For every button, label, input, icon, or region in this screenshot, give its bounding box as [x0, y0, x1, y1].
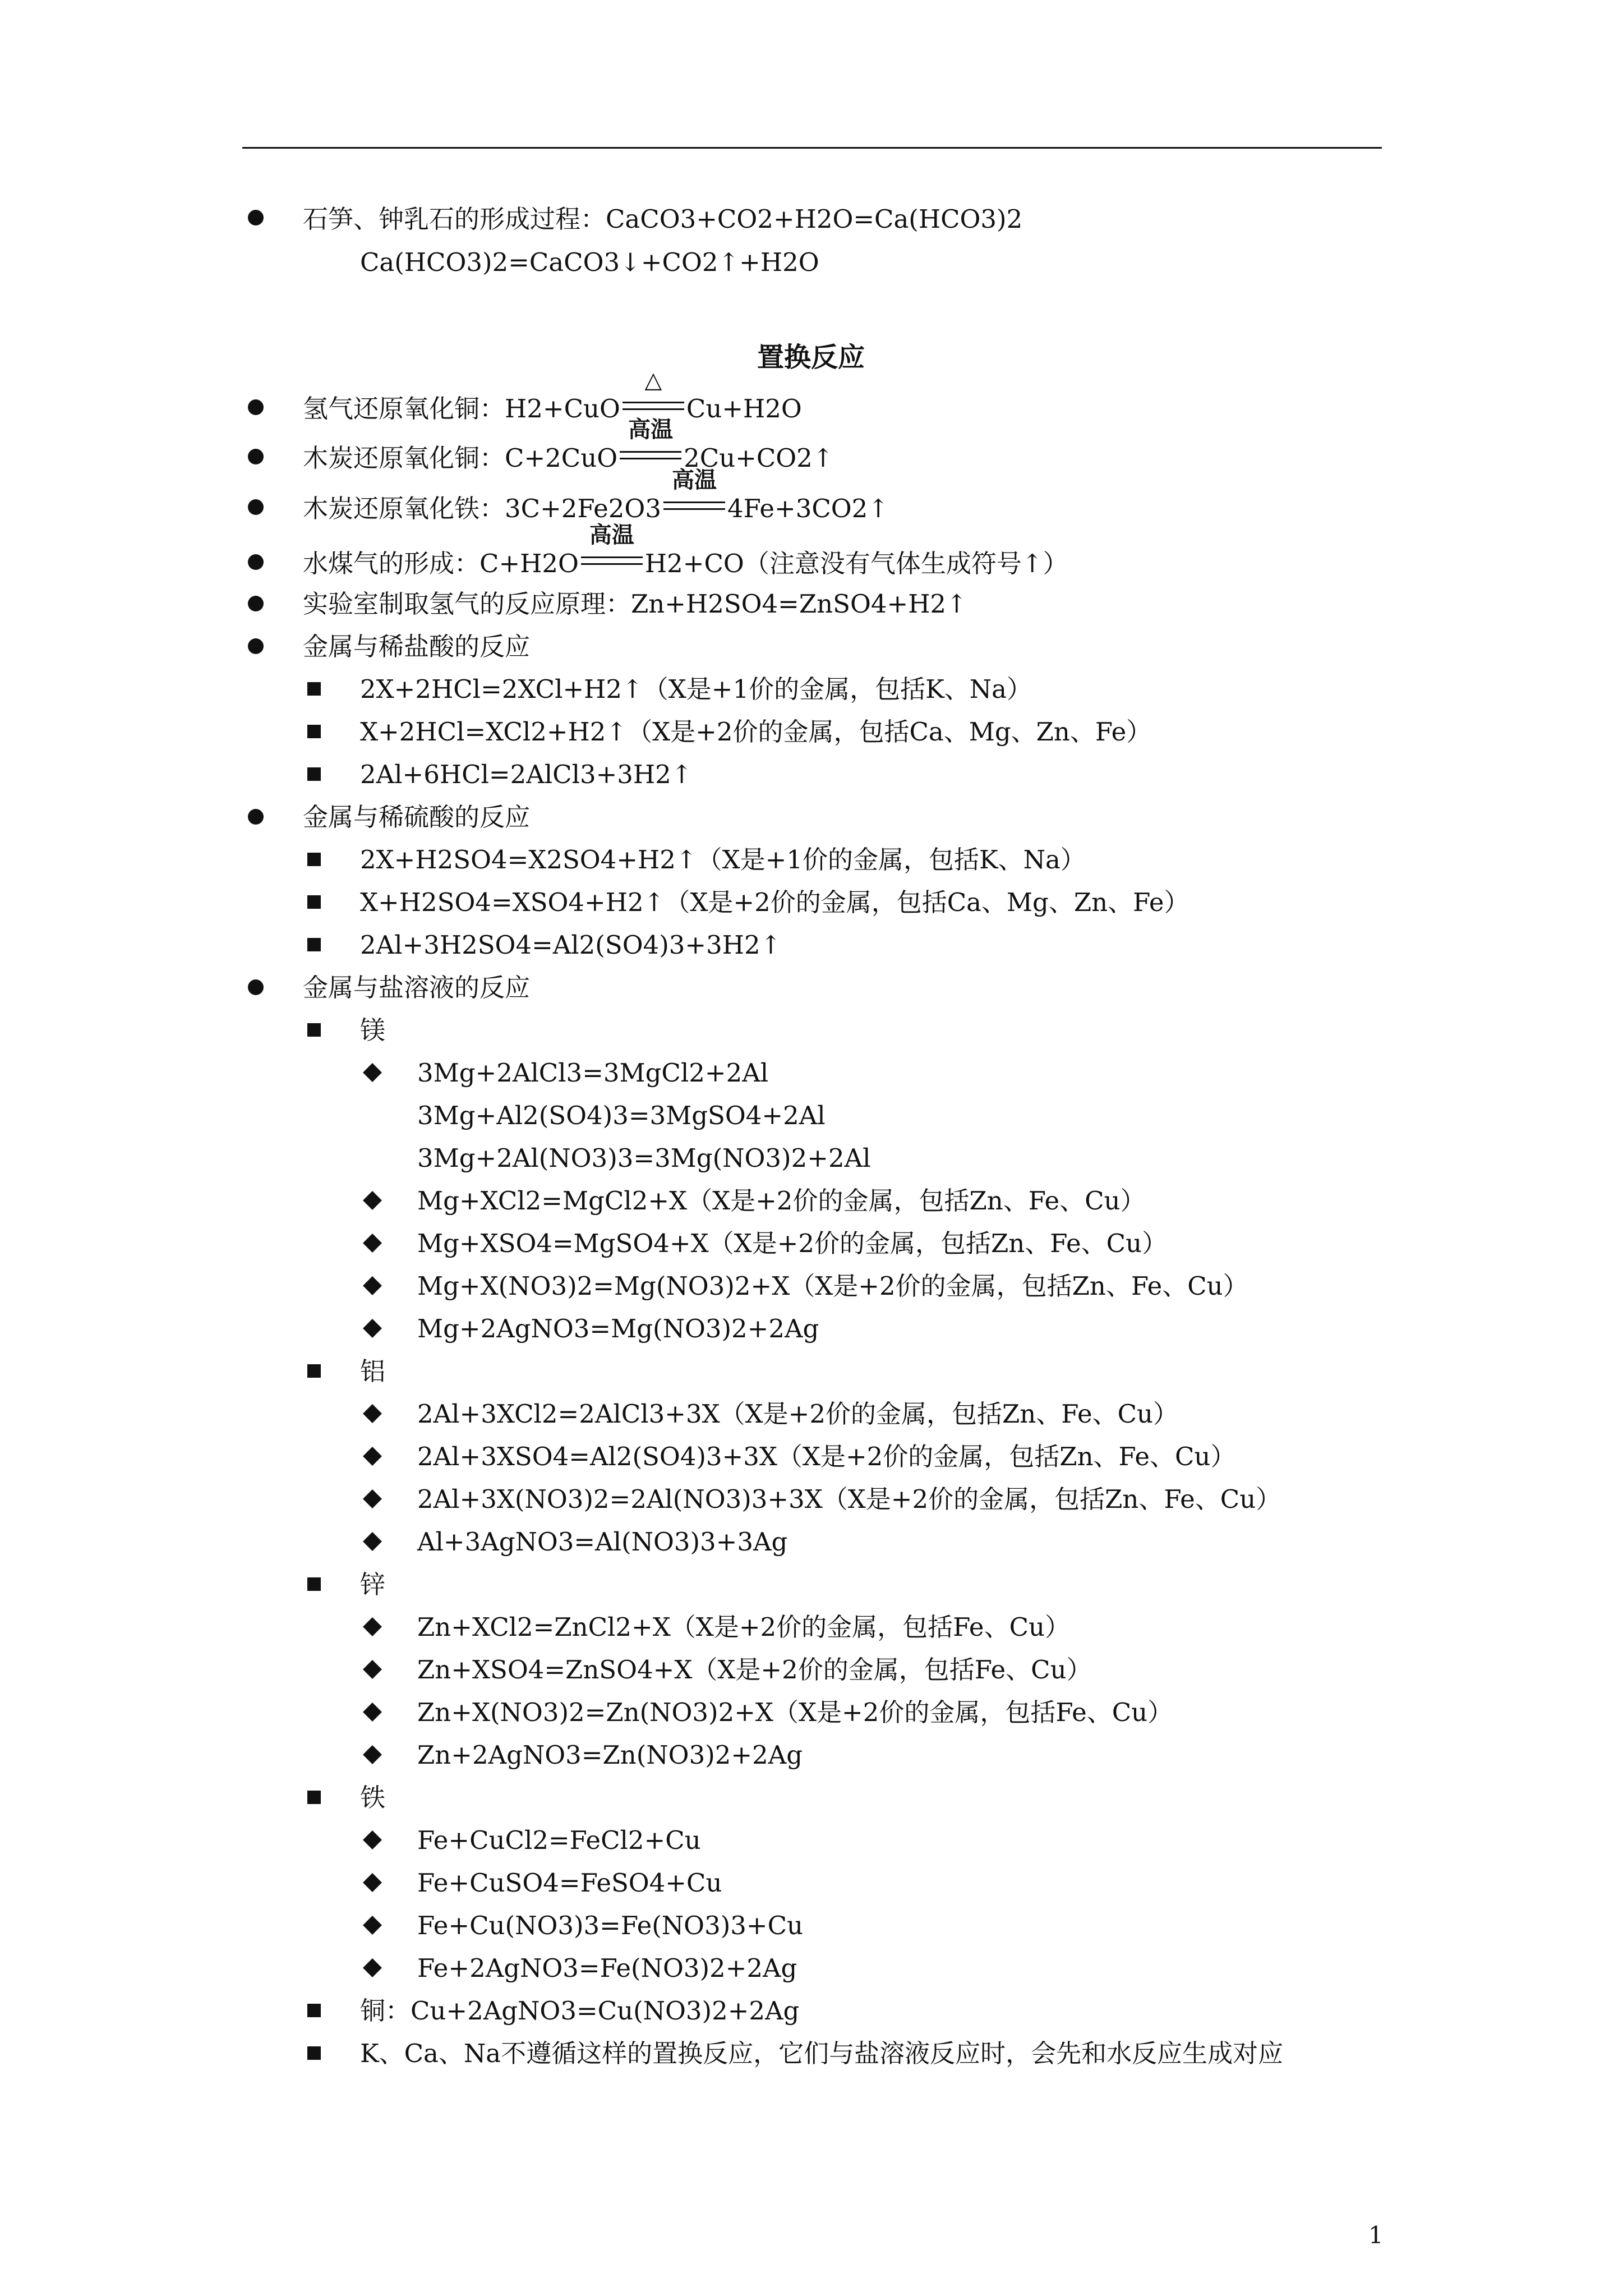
mg-item: Mg+X(NO3)2=Mg(NO3)2+X（X是+2价的金属，包括Zn、Fe、Cu） [417, 1271, 1248, 1301]
reaction-right: 4Fe+3CO2↑ [727, 494, 889, 523]
hcl-item: 2X+2HCl=2XCl+H2↑（X是+1价的金属，包括K、Na） [360, 674, 1032, 704]
hcl-heading: 金属与稀盐酸的反应 [303, 632, 531, 661]
zn-item: Zn+XSO4=ZnSO4+X（X是+2价的金属，包括Fe、Cu） [417, 1655, 1092, 1685]
bullet-diamond [363, 1063, 382, 1082]
reaction-right: H2+CO（注意没有气体生成符号↑） [644, 549, 1068, 578]
hcl-item: 2Al+6HCl=2AlCl3+3H2↑ [360, 760, 693, 789]
reaction-left: 3C+2Fe2O3 [505, 494, 661, 523]
bullet-circle [248, 979, 264, 995]
bullet-diamond [363, 1703, 382, 1722]
cave-formation-line2: Ca(HCO3)2=CaCO3↓+CO2↑+H2O [360, 247, 819, 277]
bullet-diamond [363, 1404, 382, 1423]
reaction-condition [623, 367, 684, 420]
bullet-circle [248, 210, 264, 226]
bullet-square [307, 725, 321, 738]
hcl-item: X+2HCl=XCl2+H2↑（X是+2价的金属，包括Ca、Mg、Zn、Fe） [360, 717, 1152, 747]
zn-item: Zn+X(NO3)2=Zn(NO3)2+X（X是+2价的金属，包括Fe、Cu） [417, 1697, 1173, 1727]
bullet-circle [248, 399, 264, 415]
reaction-left: H2+CuO [505, 394, 620, 424]
mg-item: Mg+XSO4=MgSO4+X（X是+2价的金属，包括Zn、Fe、Cu） [417, 1228, 1168, 1258]
bullet-diamond [363, 1319, 382, 1338]
bullet-diamond [363, 1873, 382, 1892]
reaction-condition [620, 417, 681, 469]
bullet-square [307, 853, 321, 866]
bullet-diamond [363, 1276, 382, 1295]
bullet-square [307, 2046, 321, 2060]
section-title: 置换反应 [757, 342, 865, 373]
c-reduce-cuo [303, 417, 834, 473]
bullet-circle [248, 596, 264, 611]
bullet-diamond [363, 1660, 382, 1679]
reaction-label: 木炭还原氧化铜： [303, 443, 505, 473]
bullet-square [307, 938, 321, 951]
mg-group-item: 3Mg+2AlCl3=3MgCl2+2Al [417, 1058, 769, 1088]
bullet-diamond [363, 1489, 382, 1508]
salt-heading: 金属与盐溶液的反应 [303, 973, 531, 1002]
reaction-left: C+2CuO [505, 443, 618, 473]
bullet-circle [248, 809, 264, 825]
reaction-label: 水煤气的形成： [303, 549, 480, 578]
al-item: 2Al+3XCl2=2AlCl3+3X（X是+2价的金属，包括Zn、Fe、Cu） [417, 1399, 1179, 1429]
mg-group-item: 3Mg+Al2(SO4)3=3MgSO4+2Al [417, 1101, 826, 1130]
bullet-diamond [363, 1234, 382, 1253]
bullet-square [307, 2004, 321, 2017]
kcana-note: K、Ca、Na不遵循这样的置换反应，它们与盐溶液反应时，会先和水反应生成对应 [360, 2039, 1284, 2068]
al-label: 铝 [360, 1356, 386, 1386]
al-item: Al+3AgNO3=Al(NO3)3+3Ag [417, 1527, 788, 1557]
h2so4-item: 2Al+3H2SO4=Al2(SO4)3+3H2↑ [360, 930, 782, 960]
bullet-circle [248, 554, 264, 570]
fe-item: Fe+CuSO4=FeSO4+Cu [417, 1868, 722, 1898]
zn-item: Zn+XCl2=ZnCl2+X（X是+2价的金属，包括Fe、Cu） [417, 1612, 1070, 1642]
zn-label: 锌 [360, 1570, 386, 1599]
condition-text: 高温 [628, 417, 674, 443]
h2-reduce-cuo [303, 367, 802, 424]
bullet-diamond [363, 1745, 382, 1764]
reaction-right: Cu+H2O [686, 394, 802, 424]
reaction-left: C+H2O [479, 549, 579, 578]
bullet-square [307, 1023, 321, 1037]
condition-text: △ [644, 367, 662, 393]
c-reduce-fe2o3 [303, 467, 889, 523]
lab-h2: 实验室制取氢气的反应原理：Zn+H2SO4=ZnSO4+H2↑ [303, 589, 967, 619]
reaction-condition [581, 522, 643, 574]
bullet-square [307, 1364, 321, 1378]
bullet-square [307, 767, 321, 781]
cu-item: 铜：Cu+2AgNO3=Cu(NO3)2+2Ag [360, 1996, 800, 2026]
bullet-circle [248, 638, 264, 654]
water-gas [303, 522, 1068, 578]
mg-item: Mg+XCl2=MgCl2+X（X是+2价的金属，包括Zn、Fe、Cu） [417, 1186, 1146, 1216]
reaction-label: 氢气还原氧化铜： [303, 394, 505, 424]
al-item: 2Al+3X(NO3)2=2Al(NO3)3+3X（X是+2价的金属，包括Zn、Fe、Cu） [417, 1484, 1281, 1514]
reaction-condition [663, 467, 725, 519]
bullet-square [307, 895, 321, 909]
header-rule [242, 147, 1382, 149]
condition-text: 高温 [589, 522, 634, 548]
condition-text: 高温 [671, 467, 717, 493]
reaction-label: 木炭还原氧化铁： [303, 494, 505, 523]
bullet-diamond [363, 1617, 382, 1636]
h2so4-item: 2X+H2SO4=X2SO4+H2↑（X是+1价的金属，包括K、Na） [360, 845, 1086, 875]
mg-item: Mg+2AgNO3=Mg(NO3)2+2Ag [417, 1314, 819, 1343]
fe-item: Fe+Cu(NO3)3=Fe(NO3)3+Cu [417, 1911, 804, 1940]
h2so4-heading: 金属与稀硫酸的反应 [303, 802, 531, 832]
page-number: 1 [1368, 2221, 1384, 2249]
bullet-square [307, 682, 321, 696]
al-item: 2Al+3XSO4=Al2(SO4)3+3X（X是+2价的金属，包括Zn、Fe、Cu） [417, 1442, 1236, 1471]
mg-group-item: 3Mg+2Al(NO3)3=3Mg(NO3)2+2Al [417, 1143, 871, 1173]
zn-item: Zn+2AgNO3=Zn(NO3)2+2Ag [417, 1740, 803, 1770]
fe-item: Fe+CuCl2=FeCl2+Cu [417, 1825, 701, 1855]
bullet-square [307, 1791, 321, 1804]
h2so4-item: X+H2SO4=XSO4+H2↑（X是+2价的金属，包括Ca、Mg、Zn、Fe） [360, 887, 1189, 917]
cave-formation-line1: 石笋、钟乳石的形成过程：CaCO3+CO2+H2O=Ca(HCO3)2 [303, 204, 1023, 234]
bullet-square [307, 1577, 321, 1591]
bullet-diamond [363, 1830, 382, 1849]
bullet-diamond [363, 1916, 382, 1935]
bullet-circle [248, 499, 264, 515]
bullet-diamond [363, 1447, 382, 1466]
bullet-diamond [363, 1958, 382, 1977]
bullet-diamond [363, 1532, 382, 1551]
bullet-diamond [363, 1191, 382, 1210]
mg-label: 镁 [360, 1015, 386, 1045]
bullet-circle [248, 449, 264, 464]
fe-label: 铁 [360, 1783, 386, 1812]
fe-item: Fe+2AgNO3=Fe(NO3)2+2Ag [417, 1953, 797, 1983]
reaction-right: 2Cu+CO2↑ [684, 443, 834, 473]
